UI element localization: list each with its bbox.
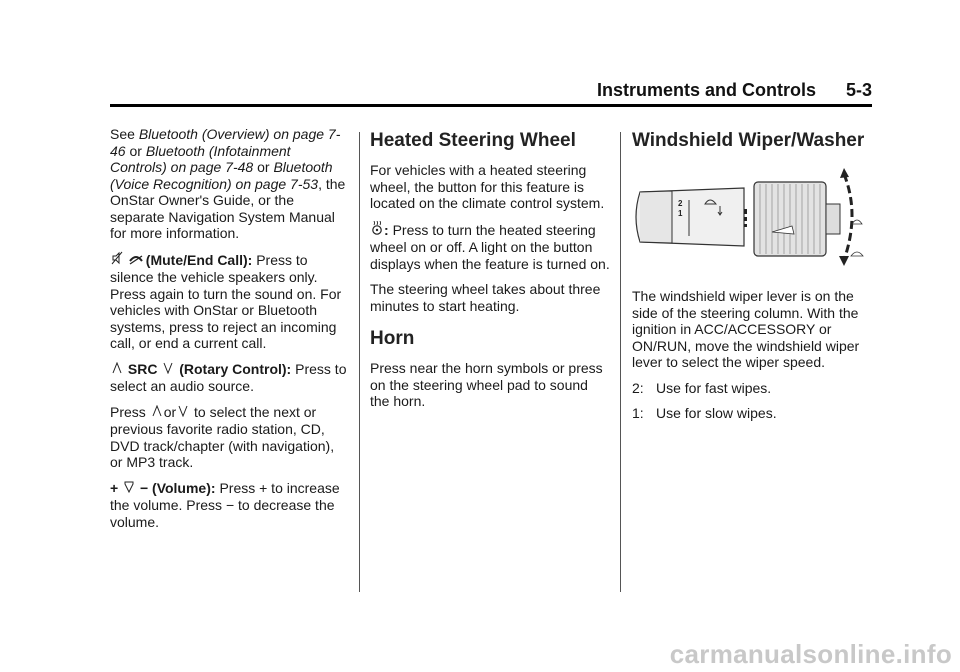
src-label: (Rotary Control): <box>179 360 292 377</box>
wiper-lever-diagram <box>632 164 872 274</box>
heated-wheel-intro: For vehicles with a heated steering wheel, the button for this feature is located on the climate control system. <box>370 162 605 211</box>
mute-icon <box>110 251 124 270</box>
src-word: SRC <box>127 360 158 377</box>
page-header <box>110 78 872 107</box>
reference-link[interactable]: Bluetooth (Overview) on page 7-46 <box>110 126 341 159</box>
heated-wheel-button-text: Press to turn the heated steering wheel on or off. A light on the button displays when the feature is turned on. <box>370 221 610 272</box>
heated-wheel-time: The steering wheel takes about three minutes to start heating. <box>370 281 601 314</box>
horn-heading: Horn <box>370 328 415 349</box>
seek-up-icon <box>150 405 164 422</box>
volume-icon <box>122 481 136 498</box>
heated-wheel-colon: : <box>384 221 389 238</box>
seek-paragraph: Press or to select the next or previous favorite radio station, CD, DVD track/chapter (with navigation), or MP3 track. <box>110 403 335 470</box>
heated-steering-wheel-icon <box>370 221 384 240</box>
column-left <box>110 126 350 539</box>
lever-label-2: 2 <box>678 199 683 208</box>
volume-label: − (Volume): <box>139 479 216 496</box>
lever-label-1: 1 <box>678 209 683 218</box>
heated-wheel-button-paragraph <box>370 221 610 273</box>
windshield-wiper-heading: Windshield Wiper/Washer <box>632 130 865 151</box>
section-title: Instruments and Controls <box>596 80 816 100</box>
watermark: carmanualsonline.info <box>669 639 952 669</box>
end-call-icon <box>128 253 142 270</box>
seek-text: to select the next or previous favorite radio station, CD, DVD track/chapter (with navigation), or MP3 track. <box>110 403 335 470</box>
src-text: Press to select an audio source. <box>110 360 347 394</box>
wiper-item-slow: 1: Use for slow wipes. <box>632 405 777 421</box>
volume-plus: + <box>110 479 119 496</box>
column-divider <box>620 132 621 592</box>
mute-paragraph <box>110 251 350 352</box>
seek-up-icon <box>110 362 124 379</box>
reference-link[interactable]: Bluetooth (Infotainment Controls) on page 7-48 <box>110 142 291 175</box>
volume-text: Press + to increase the volume. Press − to decrease the volume. <box>110 479 340 530</box>
column-divider <box>359 132 360 592</box>
seek-down-icon <box>176 405 190 422</box>
header-title <box>597 80 872 101</box>
page-number: 5-3 <box>845 80 872 100</box>
horn-text: Press near the horn symbols or press on the steering wheel pad to sound the horn. <box>370 360 603 409</box>
mute-label: (Mute/End Call): <box>145 251 253 268</box>
volume-paragraph <box>110 480 350 531</box>
bluetooth-reference-paragraph: See Bluetooth (Overview) on page 7-46 or Bluetooth (Infotainment Controls) on page 7-48 or Bluetooth (Voice Recognition) on page 7-53, the OnStar Owner's Guide, or the separate Navigation System Manual for more information. <box>110 126 346 241</box>
column-right <box>632 130 872 431</box>
heated-steering-wheel-heading: Heated Steering Wheel <box>370 130 576 151</box>
wiper-item-fast: 2: Use for fast wipes. <box>632 379 772 396</box>
wiper-intro: The windshield wiper lever is on the side of the steering column. With the ignition in ACC/ACCESSORY or ON/RUN, move the windshield wiper lever to select the wiper speed. <box>632 288 860 370</box>
seek-down-icon <box>161 362 175 379</box>
src-paragraph <box>110 361 350 395</box>
reference-link[interactable]: Bluetooth (Voice Recognition) on page 7-53 <box>110 159 333 192</box>
mute-text: Press to silence the vehicle speakers only. Press again to turn the sound on. For vehicles with OnStar or Bluetooth systems, press to reject an incoming call, or end a current call. <box>110 251 342 351</box>
column-middle <box>370 130 610 419</box>
